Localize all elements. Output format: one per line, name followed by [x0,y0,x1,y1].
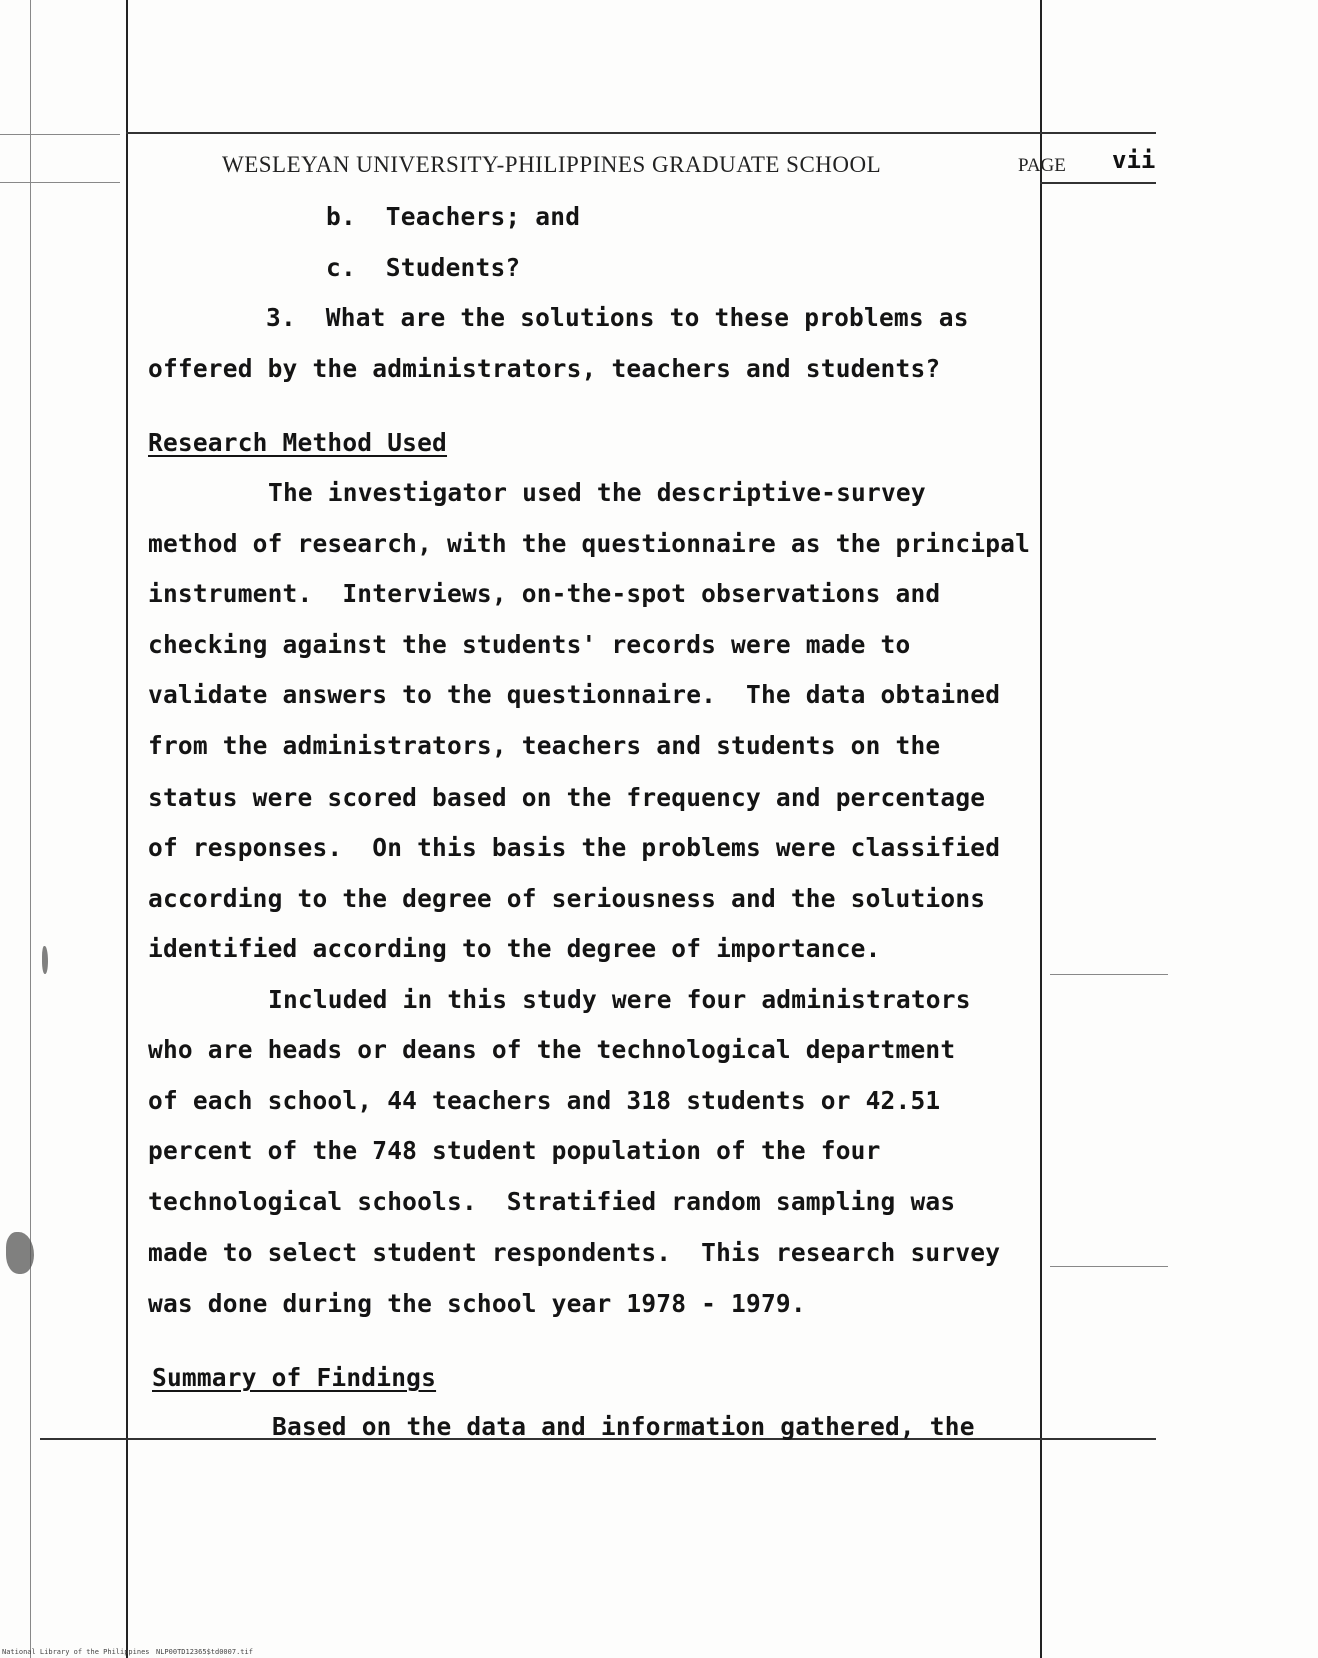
binding-smudge-2 [42,946,48,974]
binding-smudge-1 [6,1232,34,1274]
left-edge-mark [30,0,31,1658]
text-line: offered by the administrators, teachers and students? [148,354,941,383]
text-line: 3. What are the solutions to these problems as [266,303,969,332]
text-line: instrument. Interviews, on-the-spot observations and [148,579,941,608]
right-tick-2 [1050,1266,1168,1267]
text-line: made to select student respondents. This research survey [148,1238,1001,1267]
school-header: WESLEYAN UNIVERSITY-PHILIPPINES GRADUATE SCHOOL [222,152,882,177]
section-heading-summary-of-findings: Summary of Findings [152,1363,437,1392]
text-line: b. Teachers; and [326,202,581,231]
header-rule [126,132,1156,134]
text-line: validate answers to the questionnaire. The data obtained [148,680,1001,709]
text-line: percent of the 748 student population of the four [148,1136,881,1165]
header-underline-rule [1040,182,1156,184]
text-line: status were scored based on the frequency and percentage [148,783,986,812]
left-tick-1 [0,134,120,135]
text-line: who are heads or deans of the technological department [148,1035,956,1064]
footer-library-label: National Library of the Philippines [2,1648,150,1656]
text-line: checking against the students' records were made to [148,630,911,659]
text-line: of each school, 44 teachers and 318 students or 42.51 [148,1086,941,1115]
text-line: technological schools. Stratified random sampling was [148,1187,956,1216]
text-line: c. Students? [326,253,521,282]
text-line: from the administrators, teachers and students on the [148,731,941,760]
right-tick-1 [1050,974,1168,975]
text-line: method of research, with the questionnaire as the principal [148,529,1031,558]
left-margin-rule [126,0,128,1658]
footer-file-label: NLP00TD12365$td0007.tif [156,1648,253,1656]
left-tick-2 [0,182,120,183]
page-number: vii [1112,146,1156,174]
text-line: The investigator used the descriptive-survey [268,478,926,507]
text-line: identified according to the degree of importance. [148,934,881,963]
page-label: PAGE [1018,155,1066,176]
right-margin-rule [1040,0,1042,1658]
section-heading-research-method: Research Method Used [148,428,448,457]
text-line: Included in this study were four administrators [268,985,971,1014]
text-line: according to the degree of seriousness and the solutions [148,884,986,913]
text-line: of responses. On this basis the problems were classified [148,833,1001,862]
text-line: Based on the data and information gathered, the [272,1412,975,1441]
text-line: was done during the school year 1978 - 1979. [148,1289,806,1318]
